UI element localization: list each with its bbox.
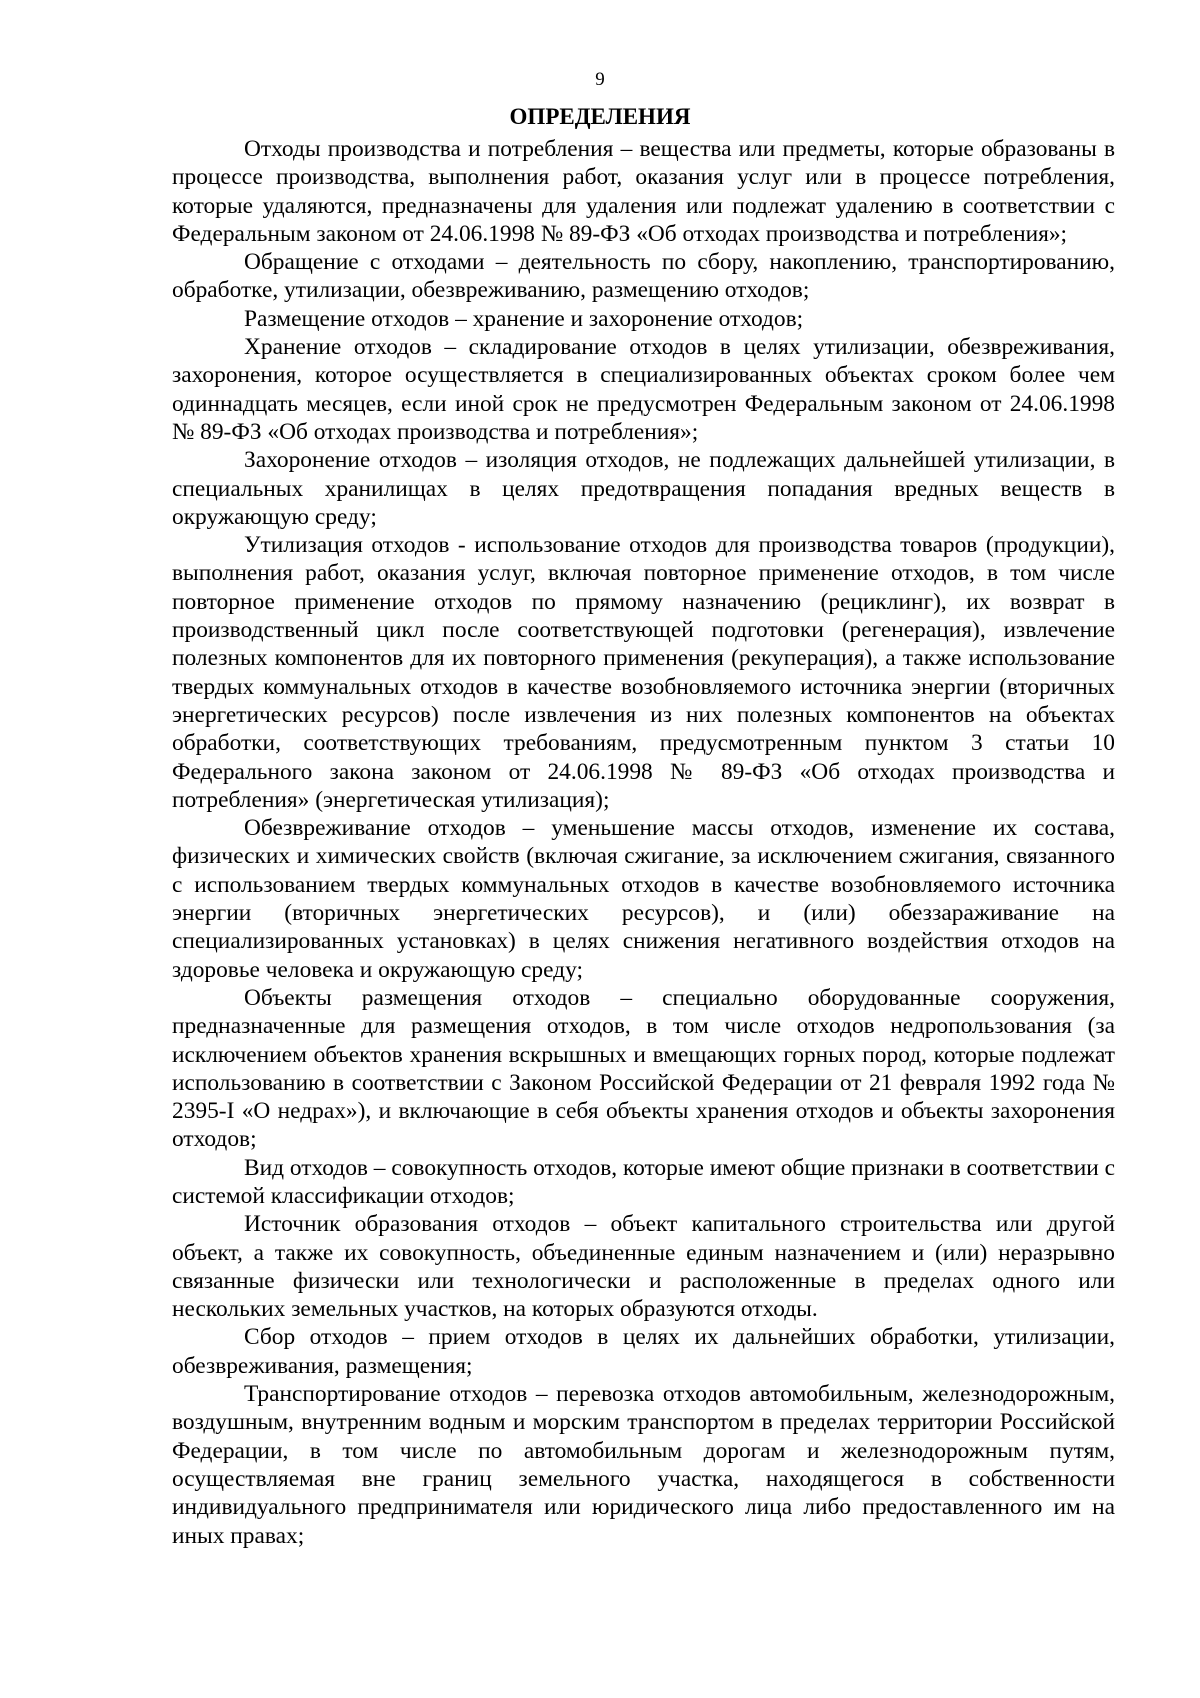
paragraph-waste-definition: Отходы производства и потребления – вещества или предметы, которые образованы в процессе производства, выполнения работ, оказания услуг или в процессе потребления, которые удаляются, предназначены для удаления или подлежат удалению в соответствии с Федеральным законом от 24.06.1998 № 89-ФЗ «Об отходах производства и потребления»; (172, 136, 1115, 247)
page-number: 9 (595, 69, 605, 90)
paragraph-waste-utilization: Утилизация отходов - использование отходов для производства товаров (продукции), выполнения работ, оказания услуг, включая повторное применение отходов, в том числе повторное применение отходов по прямому назначению (рециклинг), их возврат в производственный цикл после соответствующей подготовки (регенерация), извлечение полезных компонентов для их повторного применения (рекуперация), а также использование твердых коммунальных отходов в качестве возобновляемого источника энергии (вторичных энергетических ресурсов) после извлечения из них полезных компонентов на объектах обработки, соответствующих требованиям, предусмотренным пунктом 3 статьи 10 Федерального закона законом от 24.06.1998 № 89-ФЗ «Об отходах производства и потребления» (энергетическая утилизация); (172, 532, 1115, 813)
paragraph-waste-placement-objects: Объекты размещения отходов – специально оборудованные сооружения, предназначенные для размещения отходов, в том числе отходов недропользования (за исключением объектов хранения вскрышных и вмещающих горных пород, которые подлежат использованию в соответствии с Законом Российской Федерации от 21 февраля 1992 года № 2395-I «О недрах»), и включающие в себя объекты хранения отходов и объекты захоронения отходов; (172, 984, 1115, 1153)
paragraph-waste-handling: Обращение с отходами – деятельность по сбору, накоплению, транспортированию, обработке, утилизации, обезвреживанию, размещению отходов; (172, 249, 1115, 304)
page-title: ОПРЕДЕЛЕНИЯ (509, 104, 691, 129)
paragraph-waste-neutralization: Обезвреживание отходов – уменьшение массы отходов, изменение их состава, физических и химических свойств (включая сжигание, за исключением сжигания, связанного с использованием твердых коммунальных отходов в качестве возобновляемого источника энергии (вторичных энергетических ресурсов), и (или) обеззараживание на специализированных установках) в целях снижения негативного воздействия отходов на здоровье человека и окружающую среду; (172, 815, 1115, 983)
paragraph-waste-placement: Размещение отходов – хранение и захоронение отходов; (244, 305, 804, 332)
paragraph-waste-source: Источник образования отходов – объект капитального строительства или другой объект, а также их совокупность, объединенные единым назначением и (или) неразрывно связанные физически или технологически и расположенные в пределах одного или нескольких земельных участков, на которых образуются отходы. (172, 1211, 1115, 1323)
paragraph-waste-type: Вид отходов – совокупность отходов, которые имеют общие признаки в соответствии с системой классификации отходов; (172, 1154, 1115, 1209)
paragraph-waste-collection: Сбор отходов – прием отходов в целях их дальнейших обработки, утилизации, обезвреживания, размещения; (172, 1324, 1115, 1379)
paragraph-waste-burial: Захоронение отходов – изоляция отходов, не подлежащих дальнейшей утилизации, в специальных хранилищах в целях предотвращения попадания вредных веществ в окружающую среду; (172, 447, 1115, 530)
paragraph-waste-transportation: Транспортирование отходов – перевозка отходов автомобильным, железнодорожным, воздушным, внутренним водным и морским транспортом в пределах территории Российской Федерации, в том числе по автомобильным дорогам и железнодорожным путям, осуществляемая вне границ земельного участка, находящегося в собственности индивидуального предпринимателя или юридического лица либо предоставленного им на иных правах; (172, 1381, 1115, 1549)
paragraph-waste-storage: Хранение отходов – складирование отходов в целях утилизации, обезвреживания, захоронения, которое осуществляется в специализированных объектах сроком более чем одиннадцать месяцев, если иной срок не предусмотрен Федеральным законом от 24.06.1998 № 89-ФЗ «Об отходах производства и потребления»; (172, 334, 1115, 445)
document-body (172, 135, 1115, 1550)
